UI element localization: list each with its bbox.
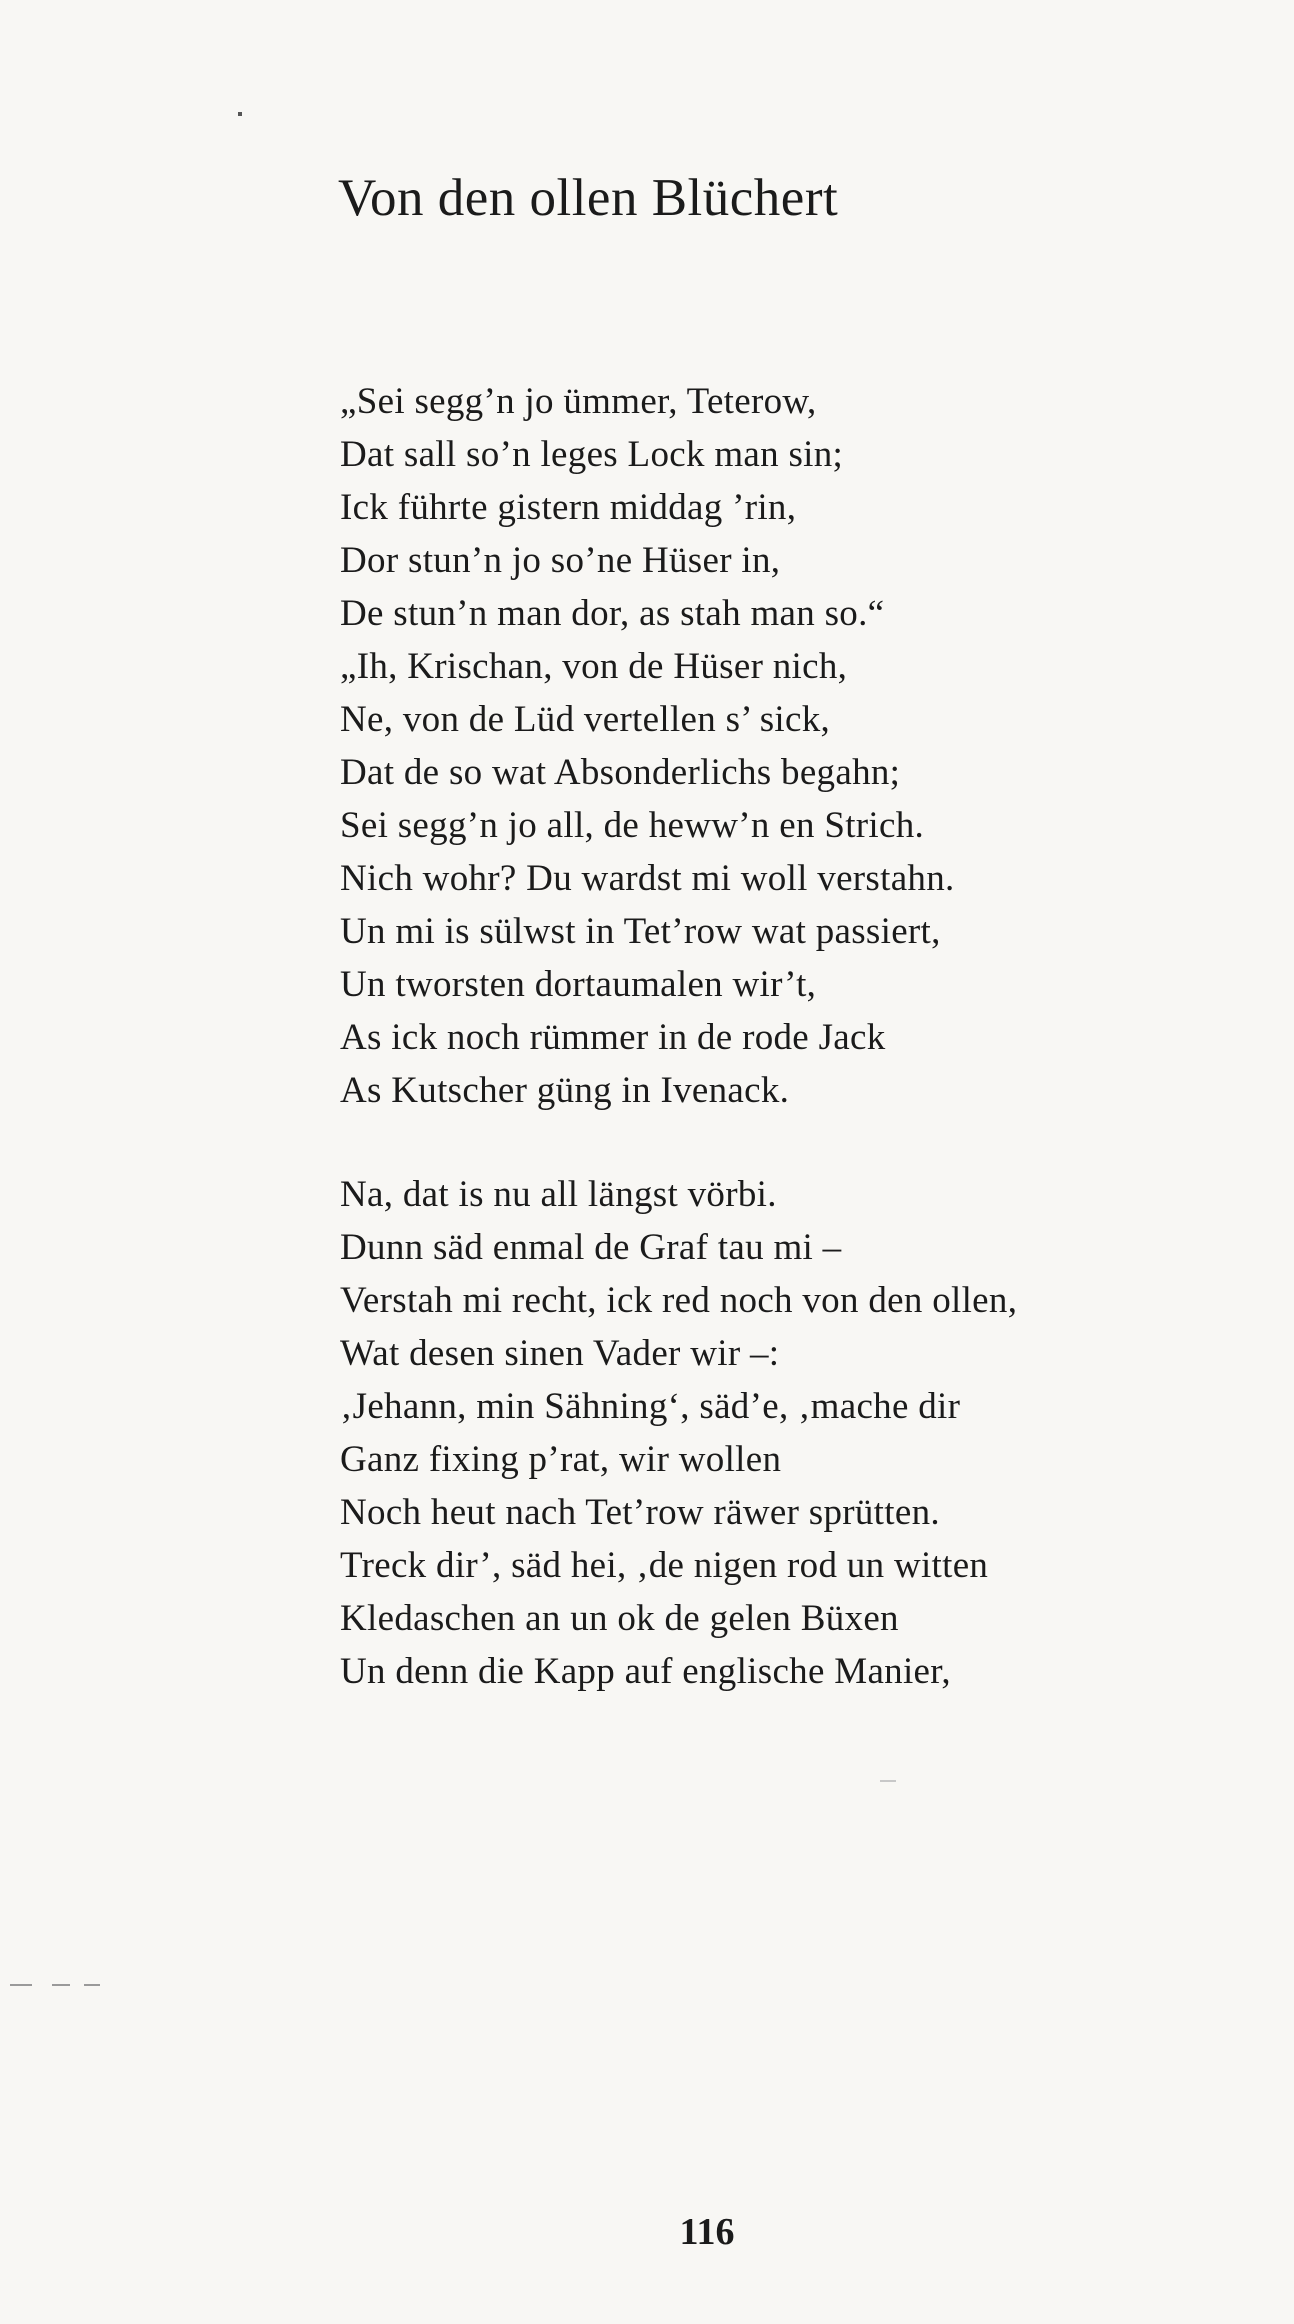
verse-line: Ick führte gistern middag ’rin, bbox=[340, 487, 797, 528]
verse-line: Dunn säd enmal de Graf tau mi – bbox=[340, 1227, 842, 1268]
verse-line: De stun’n man dor, as stah man so.“ bbox=[340, 593, 885, 634]
verse-line: „Sei segg’n jo ümmer, Teterow, bbox=[340, 381, 817, 422]
verse-line: Sei segg’n jo all, de heww’n en Strich. bbox=[340, 805, 925, 846]
verse-line: Un denn die Kapp auf englische Manier, bbox=[340, 1651, 951, 1692]
verse-line: Dat sall so’n leges Lock man sin; bbox=[340, 434, 844, 475]
verse-line: Kledaschen an un ok de gelen Büxen bbox=[340, 1598, 899, 1639]
scan-mark bbox=[238, 112, 242, 116]
verse-line: Treck dir’, säd hei, ‚de nigen rod un witten bbox=[340, 1545, 989, 1586]
page-number: 116 bbox=[679, 2211, 735, 2253]
verse-line: Wat desen sinen Vader wir –: bbox=[340, 1333, 780, 1374]
stanza-2 bbox=[340, 1168, 1017, 1698]
stanza-1 bbox=[340, 375, 955, 1117]
verse-line: Ne, von de Lüd vertellen s’ sick, bbox=[340, 699, 831, 740]
scan-mark bbox=[52, 1984, 70, 1986]
verse-line: Verstah mi recht, ick red noch von den ollen, bbox=[340, 1280, 1018, 1321]
verse-line: „Ih, Krischan, von de Hüser nich, bbox=[340, 646, 848, 687]
verse-line: Nich wohr? Du wardst mi woll verstahn. bbox=[340, 858, 955, 899]
verse-line: Ganz fixing p’rat, wir wollen bbox=[340, 1439, 782, 1480]
verse-line: As Kutscher güng in Ivenack. bbox=[340, 1070, 790, 1111]
verse-line: Na, dat is nu all längst vörbi. bbox=[340, 1174, 777, 1215]
scan-mark bbox=[84, 1984, 100, 1986]
verse-line: Un mi is sülwst in Tet’row wat passiert, bbox=[340, 911, 941, 952]
verse-line: Un tworsten dortaumalen wir’t, bbox=[340, 964, 817, 1005]
poem-title: Von den ollen Blüchert bbox=[338, 169, 839, 227]
verse-line: ‚Jehann, min Sähning‘, säd’e, ‚mache dir bbox=[340, 1386, 961, 1427]
scan-mark bbox=[10, 1984, 32, 1986]
scan-mark bbox=[880, 1780, 896, 1782]
verse-line: As ick noch rümmer in de rode Jack bbox=[340, 1017, 886, 1058]
verse-line: Noch heut nach Tet’row räwer sprütten. bbox=[340, 1492, 940, 1533]
verse-line: Dat de so wat Absonderlichs begahn; bbox=[340, 752, 901, 793]
verse-line: Dor stun’n jo so’ne Hüser in, bbox=[340, 540, 781, 581]
